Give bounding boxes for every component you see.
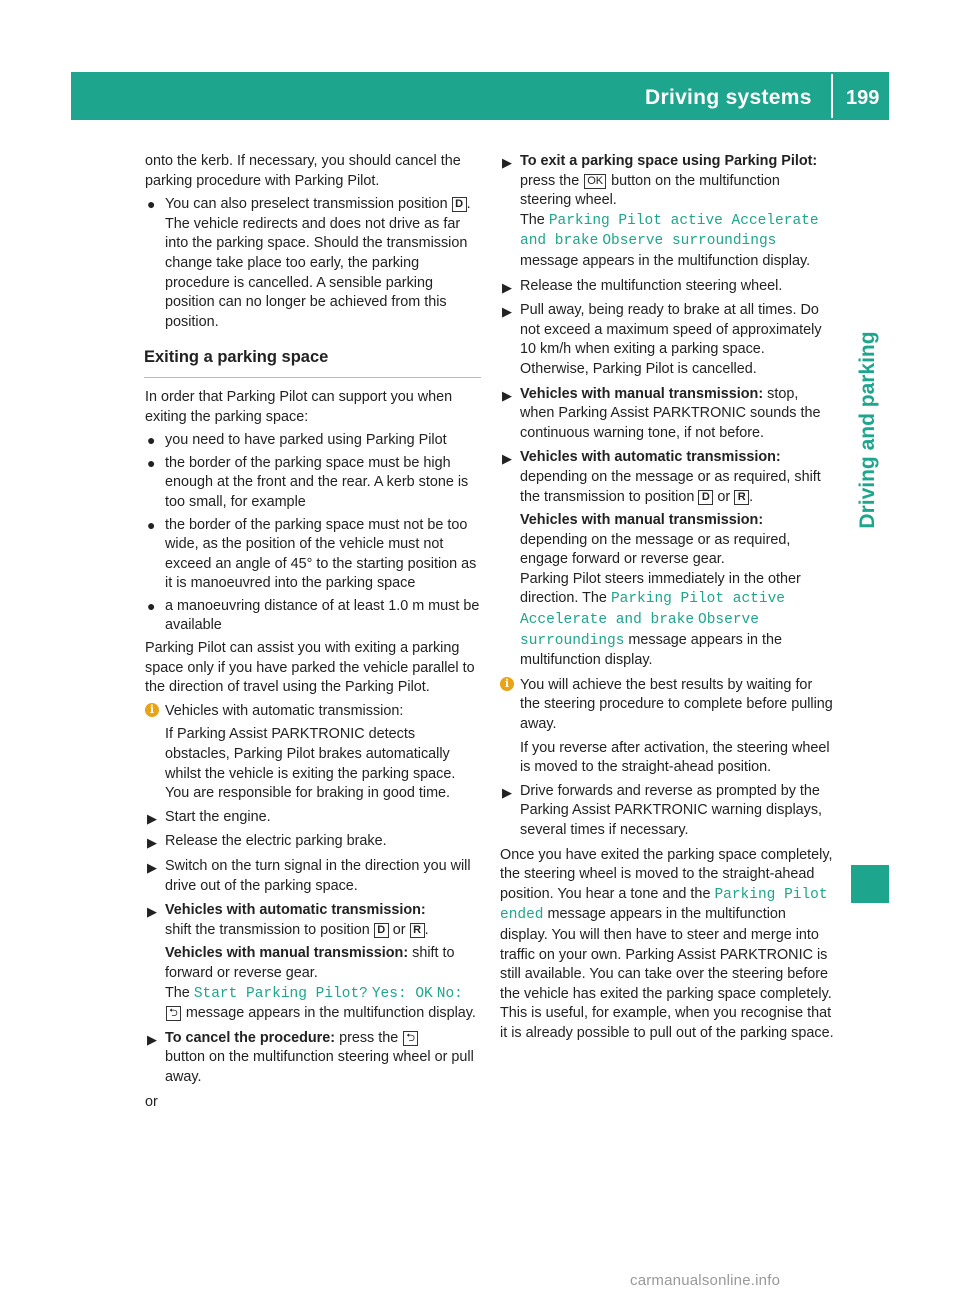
- left-column: [145, 152, 481, 1116]
- list-item: ● You can also preselect transmission position D . The vehicle redirects and does not drive as far into the parking space. Should the transmission change take place too early, the parking procedure is cancelled. A sensible parking position can no longer be achieved from this position.: [147, 196, 471, 330]
- display-message: Observe surroundings: [602, 233, 777, 250]
- step-item: ▶ Start the engine.: [145, 808, 481, 828]
- side-tab: [848, 310, 888, 550]
- arrow-right-icon: ▶: [147, 835, 157, 851]
- header-separator: [831, 74, 833, 118]
- list-item: ● a manoeuvring distance of at least 1.0 m must be available: [147, 597, 480, 634]
- list-item: ● you need to have parked using Parking Pilot: [147, 432, 447, 449]
- paragraph: or: [145, 1093, 158, 1110]
- list-item: ● the border of the parking space must be high enough at the front and the rear. A kerb stone is too small, for example: [147, 454, 469, 510]
- section-heading: Exiting a parking space: [144, 348, 481, 378]
- arrow-right-icon: ▶: [147, 860, 157, 875]
- arrow-right-icon: ▶: [502, 387, 512, 403]
- step-item: ▶ To exit a parking space using Parking Pilot: press the OK button on the multifunction steering wheel. The Parking Pilot active Accelerate and brake Observe surroundings message appears in the multifunction display.: [502, 153, 819, 269]
- arrow-right-icon: ▶: [147, 904, 157, 920]
- arrow-right-icon: ▶: [502, 279, 512, 295]
- step-item: ▶ To cancel the procedure: press the ⮌ button on the multifunction steering wheel or pull away.: [147, 1029, 474, 1085]
- arrow-right-icon: ▶: [147, 1031, 157, 1047]
- info-icon: i: [145, 703, 159, 717]
- step-item: ▶ Pull away, being ready to brake at all times. Do not exceed a maximum speed of approximately 10 km/h when exiting a parking space. Otherwise, Parking Pilot is cancelled.: [502, 302, 822, 377]
- info-note: i Vehicles with automatic transmission: If Parking Assist PARKTRONIC detects obstacles, Parking Pilot brakes automatically whilst the vehicle is exiting the parking space. You are responsible for braking in good time.: [145, 702, 481, 804]
- step-item: ▶ Drive forwards and reverse as prompted by the Parking Assist PARKTRONIC warning displays, several times if necessary.: [502, 782, 823, 838]
- paragraph: onto the kerb. If necessary, you should cancel the parking procedure with Parking Pilot.: [145, 153, 461, 189]
- display-message: Yes: OK: [371, 985, 433, 1002]
- gear-d-symbol: D: [452, 197, 467, 212]
- arrow-right-icon: ▶: [502, 451, 512, 467]
- right-column: [500, 152, 835, 1048]
- watermark: carmanualsonline.info: [630, 1272, 781, 1289]
- info-note: i You will achieve the best results by waiting for the steering procedure to complete before pulling away. If you reverse after activation, the steering wheel is moved to the straight-ahead position.: [500, 676, 835, 778]
- step-item: ▶ Vehicles with automatic transmission: depending on the message or as required, shift the transmission to position D or R . Vehicles with manual transmission: depending on the message or as required, engage forward or reverse gear. Parking Pilot steers immediately in the other direction. The Parking Pilot active Accelerate and brake Observe surroundings message appears in the multifunction display.: [502, 449, 821, 669]
- paragraph: In order that Parking Pilot can support you when exiting the parking space:: [145, 388, 453, 425]
- back-button-icon: ⮌: [403, 1031, 418, 1046]
- paragraph: Parking Pilot can assist you with exiting a parking space only if you have parked the vehicle parallel to the direction of travel using the Parking Pilot.: [145, 640, 475, 696]
- display-message: Observe surroundings: [520, 612, 759, 649]
- page-number: 199: [846, 87, 880, 109]
- display-message: No:: [436, 985, 463, 1002]
- gear-r-symbol: R: [734, 490, 749, 505]
- arrow-right-icon: ▶: [502, 784, 512, 800]
- gear-d-symbol: D: [698, 490, 713, 505]
- gear-d-symbol: D: [374, 923, 389, 938]
- arrow-right-icon: ▶: [502, 304, 512, 320]
- step-item: ▶ Release the multifunction steering wheel.: [500, 277, 835, 297]
- list-item: ● the border of the parking space must not be too wide, as the position of the vehicle must not exceed an angle of 45° to the starting position as it is manoeuvred into the parking space: [147, 516, 477, 592]
- ok-button-icon: OK: [584, 174, 606, 189]
- side-tab-marker: [851, 865, 889, 903]
- info-icon: i: [500, 677, 514, 691]
- gear-r-symbol: R: [410, 923, 425, 938]
- arrow-right-icon: ▶: [147, 810, 157, 826]
- step-item: ▶ Switch on the turn signal in the direction you will drive out of the parking space.: [147, 858, 471, 894]
- display-message: Start Parking Pilot?: [193, 985, 368, 1002]
- step-item: ▶ Vehicles with manual transmission: stop, when Parking Assist PARKTRONIC sounds the continuous warning tone, if not before.: [502, 385, 821, 441]
- display-message: Parking Pilot active Accelerate and brake: [520, 591, 785, 629]
- display-message: Parking Pilot ended: [500, 886, 828, 924]
- back-button-icon: ⮌: [166, 1006, 181, 1021]
- side-tab-label: Driving and parking: [856, 331, 879, 529]
- display-message: Parking Pilot active Accelerate and brake: [520, 212, 819, 250]
- step-item: ▶ Release the electric parking brake.: [145, 832, 481, 852]
- arrow-right-icon: ▶: [502, 155, 512, 170]
- paragraph: Once you have exited the parking space completely, the steering wheel is moved to the straight-ahead position. You hear a tone and the Parking Pilot ended message appears in the multifunction display. You will then have to steer and merge into traffic on your own. Parking Assist PARKTRONIC is still available. You can take over the steering before the vehicle has exited the parking space completely. This is useful, for example, when you recognise that it is already possible to pull out of the parking space.: [500, 846, 834, 1041]
- section-title: Driving systems: [645, 86, 812, 109]
- step-item: ▶ Vehicles with automatic transmission: shift the transmission to position D or R . Vehicles with manual transmission: shift to forward or reverse gear. The Start Parking Pilot? Yes: OK No: ⮌ message appears in the multifunction display.: [147, 902, 476, 1022]
